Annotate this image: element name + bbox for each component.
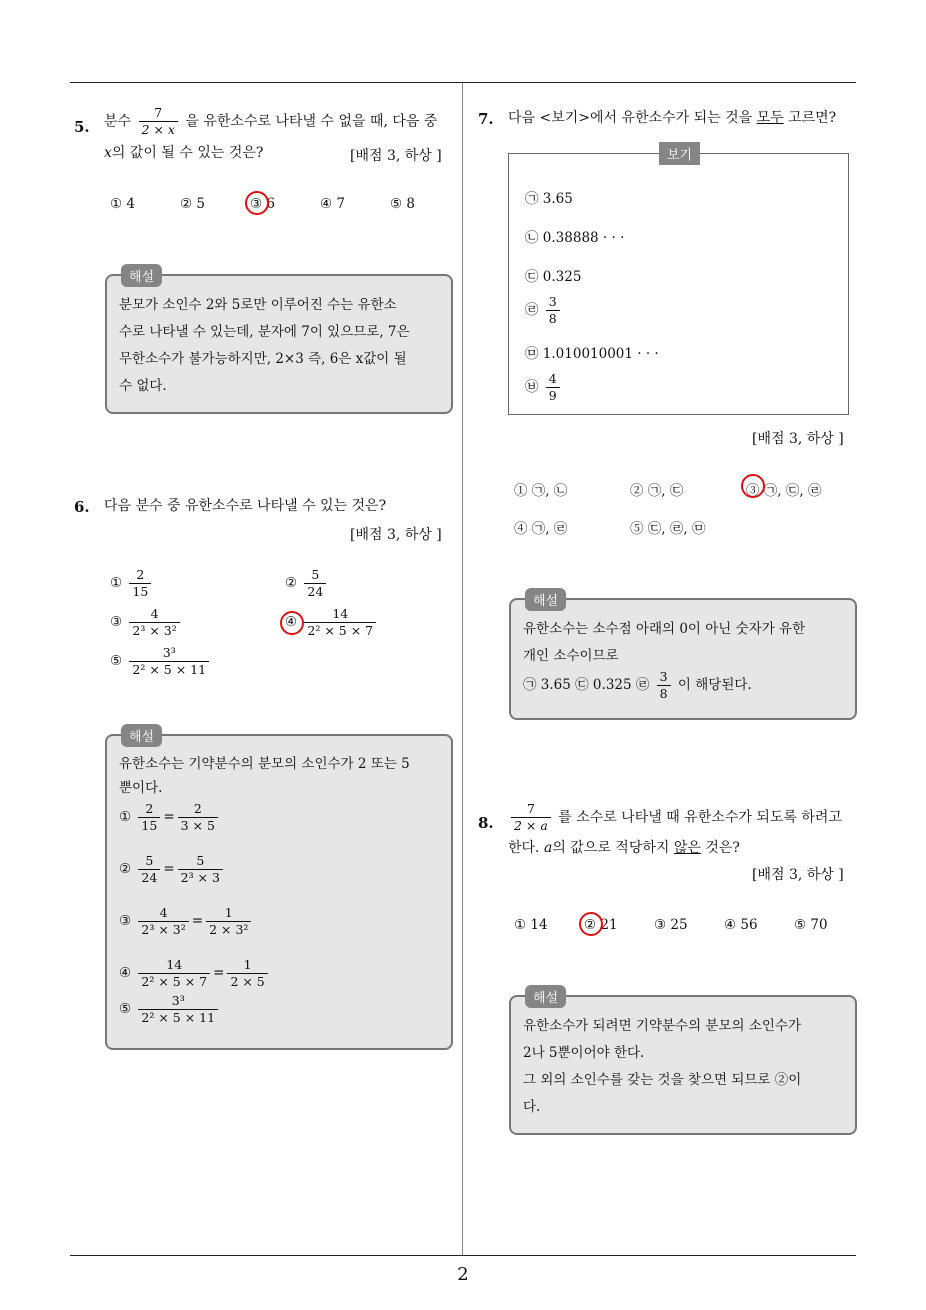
step-result-fraction [178, 802, 218, 833]
step-fraction [138, 906, 188, 937]
q7-option-5[interactable]: ⑤ ㉢, ㉣, ㉤ [630, 521, 706, 537]
q8-line2-mid: 의 값으로 적당하지 [552, 840, 670, 856]
q6-option-2-mark: ② [285, 575, 298, 591]
frac-den: 2³ × 3² [129, 622, 179, 638]
step-mark: ① [119, 809, 132, 825]
step-fraction [138, 854, 160, 885]
q6-solution-box [105, 730, 453, 1050]
q7-bogi-item-4 [525, 295, 563, 326]
q5-frac-num: 7 [154, 105, 163, 120]
frac-den: 2² × 5 × 7 [304, 622, 376, 638]
item-mark: ㉤ [525, 346, 539, 362]
q8-solution-line: 2나 5뿐이어야 한다. [523, 1045, 645, 1061]
q5-option-5[interactable]: ⑤ 8 [390, 196, 415, 212]
q7-solution-tag: 해설 [525, 588, 566, 611]
q8-solution-tag: 해설 [525, 985, 566, 1008]
frac-num: 2 [145, 801, 154, 816]
item-value: 3.65 [542, 191, 573, 207]
q6-solution-tag: 해설 [121, 724, 162, 747]
q6-step-3: ③ $\frac{4}{\text{2³ × 3²}}$ = $\frac{1}{\text{2 × 3²}}$ [119, 906, 441, 946]
q7-solution-last-pre: ㉠ 3.65 ㉢ 0.325 ㉣ [523, 677, 650, 693]
q8-solution-line: 그 외의 소인수를 갖는 것을 찾으면 되므로 ②이 [523, 1072, 802, 1088]
frac-den: 3 × 5 [178, 817, 218, 833]
q8-stem-line1 [508, 802, 842, 833]
item-fraction [546, 372, 560, 403]
q7-solution-last [523, 670, 845, 701]
q8-solution-body [523, 1013, 845, 1121]
q6-option-1-fraction [129, 568, 151, 599]
q6-solution-intro: 뿐이다. [119, 780, 163, 796]
q5-option-4[interactable]: ④ 7 [320, 196, 345, 212]
item-mark: ㉠ [525, 191, 539, 207]
frac-den: 15 [129, 583, 151, 599]
q7-stem [508, 108, 836, 128]
q7-option-1[interactable]: ① ㉠, ㉡ [514, 483, 568, 499]
step-result-fraction [206, 906, 251, 937]
frac-den: 2 × 5 [227, 973, 267, 989]
q6-option-4-mark: ④ [285, 614, 298, 630]
q5-score-meta: [배점 3, 하상 ] [350, 148, 442, 164]
frac-num: 3³ [171, 993, 185, 1008]
q7-solution-box [509, 594, 857, 720]
q5-solution-box [105, 270, 453, 414]
frac-num: 5 [145, 853, 154, 868]
q5-option-3[interactable]: ③ 6 [250, 196, 275, 212]
q5-solution-line: 수 없다. [119, 378, 167, 394]
q7-answer-circle [741, 474, 765, 498]
q7-text-underlined: 모두 [756, 110, 784, 126]
q8-answer-circle [579, 912, 603, 936]
q8-solution-line: 다. [523, 1099, 541, 1115]
q6-option-2[interactable] [285, 568, 329, 599]
q8-text-post: 를 소수로 나타낼 때 유한소수가 되도록 하려고 [558, 809, 842, 826]
frac-den: 24 [304, 583, 326, 599]
q5-solution-tag: 해설 [121, 264, 162, 287]
step-result-fraction [227, 958, 267, 989]
q7-solution-line: 개인 소수이므로 [523, 648, 619, 664]
q6-option-2-fraction [304, 568, 326, 599]
q8-fraction [511, 802, 551, 833]
q7-bogi-item-5 [525, 342, 659, 362]
q6-solution-intro: 유한소수는 기약분수의 분모의 소인수가 2 또는 5 [119, 756, 410, 772]
frac-den: 2³ × 3² [138, 921, 188, 937]
q5-stem-line1 [104, 106, 437, 137]
q5-var: x [104, 145, 112, 161]
step-fraction [138, 958, 210, 989]
q6-solution-body [119, 752, 441, 1030]
q7-solution-fraction [657, 670, 671, 701]
frac-den: 2² × 5 × 7 [138, 973, 210, 989]
q8-var: a [543, 840, 553, 856]
q6-score-meta: [배점 3, 하상 ] [350, 527, 442, 543]
q5-answer-circle [245, 191, 269, 215]
step-mark: ④ [119, 965, 132, 981]
item-value: 0.38888 · · · [542, 230, 625, 246]
item-mark: ㉥ [525, 379, 539, 395]
q6-option-5-mark: ⑤ [110, 653, 123, 669]
column-divider [462, 83, 463, 1255]
q7-option-2[interactable]: ② ㉠, ㉢ [630, 483, 684, 499]
step-result-fraction [178, 854, 223, 885]
item-value: 0.325 [542, 269, 582, 285]
q6-option-1-mark: ① [110, 575, 123, 591]
q8-line2-underlined: 않은 [673, 840, 701, 856]
frac-num: 2 [193, 801, 202, 816]
frac-den: 2³ × 3 [178, 869, 223, 885]
q7-bogi-box [508, 148, 849, 415]
step-mark: ⑤ [119, 1001, 132, 1017]
frac-num: 4 [150, 606, 159, 621]
item-mark: ㉢ [525, 269, 539, 285]
q6-step-5 [119, 994, 441, 1030]
q8-frac-num: 7 [526, 801, 535, 816]
q8-frac-den: 2 × a [511, 817, 551, 833]
frac-den: 15 [138, 817, 160, 833]
q8-option-5[interactable]: ⑤ 70 [794, 917, 828, 933]
page-number: 2 [457, 1264, 469, 1285]
frac-num: 14 [332, 606, 349, 621]
item-fraction [546, 295, 560, 326]
frac-num: 3³ [162, 645, 176, 660]
q5-option-1[interactable]: ① 4 [110, 196, 135, 212]
step-mark: ③ [119, 913, 132, 929]
q7-option-4[interactable]: ④ ㉠, ㉣ [514, 521, 568, 537]
q8-option-4[interactable]: ④ 56 [724, 917, 758, 933]
q7-solution-line: 유한소수는 소수점 아래의 0이 아닌 숫자가 유한 [523, 621, 806, 637]
bottom-rule [70, 1255, 856, 1256]
q5-text-pre: 분수 [104, 113, 132, 130]
q5-frac-den: 2 × x [139, 121, 178, 137]
frac-num: 3 [659, 669, 668, 684]
frac-den: 24 [138, 869, 160, 885]
frac-den: 8 [546, 310, 560, 326]
q6-option-4-fraction [304, 607, 376, 638]
q7-bogi-item-3 [525, 265, 581, 285]
q7-solution-last-post: 이 해당된다. [677, 677, 752, 693]
q5-solution-line: 무한소수가 불가능하지만, 2×3 즉, 6은 x값이 될 [119, 351, 407, 367]
q6-step-2: ② $\frac{5}{24}$ = $\frac{5}{\text{2³ × 3}}$ [119, 854, 441, 894]
q7-bogi-item-1 [525, 187, 573, 207]
q5-stem-line2 [104, 143, 263, 163]
frac-num: 3 [548, 294, 557, 309]
q6-stem: 다음 분수 중 유한소수로 나타낼 수 있는 것은? [104, 498, 387, 514]
q8-option-2[interactable]: ② 21 [584, 917, 618, 933]
q5-fraction [139, 106, 178, 137]
q7-solution-body [523, 616, 845, 701]
q7-text-pre: 다음 <보기>에서 유한소수가 되는 것을 [508, 110, 753, 126]
q6-answer-circle [280, 611, 304, 635]
frac-num: 4 [548, 371, 557, 386]
frac-den: 8 [657, 685, 671, 701]
q7-option-3[interactable]: ③ ㉠, ㉢, ㉣ [746, 483, 822, 499]
q7-score-meta: [배점 3, 하상 ] [752, 431, 844, 447]
frac-den: 9 [546, 387, 560, 403]
q6-step-1: ① $\frac{2}{15}$ = $\frac{2}{3 \times 5}$ [119, 802, 441, 842]
step-mark: ② [119, 861, 132, 877]
q8-line2-post: 것은? [705, 840, 740, 856]
q5-number: 5. [74, 118, 90, 136]
frac-num: 5 [311, 567, 320, 582]
q8-score-meta: [배점 3, 하상 ] [752, 867, 844, 883]
q5-option-2[interactable]: ② 5 [180, 196, 205, 212]
q5-text-post: 을 유한소수로 나타낼 수 없을 때, 다음 중 [185, 113, 438, 130]
step-fraction [138, 994, 218, 1025]
q8-line2-pre: 한다. [508, 840, 540, 856]
q6-option-3-mark: ③ [110, 614, 123, 630]
q6-option-1[interactable] [110, 568, 154, 599]
frac-num: 14 [166, 957, 183, 972]
q5-line2: 의 값이 될 수 있는 것은? [111, 145, 264, 161]
q6-option-3-fraction [129, 607, 179, 638]
q8-solution-box [509, 991, 857, 1135]
q8-stem-line2 [508, 838, 740, 858]
q8-option-3[interactable]: ③ 25 [654, 917, 688, 933]
frac-den: 2 × 3² [206, 921, 251, 937]
frac-num: 1 [224, 905, 233, 920]
q5-solution-line: 분모가 소인수 2와 5로만 이루어진 수는 유한소 [119, 297, 397, 313]
q6-option-5[interactable] [110, 646, 212, 677]
item-value: 1.010010001 · · · [542, 346, 659, 362]
frac-den: 2² × 5 × 11 [138, 1009, 218, 1025]
item-mark: ㉡ [525, 230, 539, 246]
frac-num: 2 [136, 567, 145, 582]
q6-option-3[interactable] [110, 607, 183, 638]
q6-number: 6. [74, 498, 90, 516]
q7-bogi-tag: 보기 [659, 142, 700, 165]
frac-num: 5 [196, 853, 205, 868]
item-mark: ㉣ [525, 302, 539, 318]
q8-number: 8. [478, 814, 494, 832]
q6-option-5-fraction [129, 646, 209, 677]
q7-number: 7. [478, 110, 494, 128]
frac-den: 2² × 5 × 11 [129, 661, 209, 677]
q5-solution-line: 수로 나타낼 수 있는데, 분자에 7이 있으므로, 7은 [119, 324, 410, 340]
q7-text-post: 고르면? [788, 110, 837, 126]
frac-num: 1 [243, 957, 252, 972]
top-rule [70, 82, 856, 83]
step-fraction [138, 802, 160, 833]
q8-option-1[interactable]: ① 14 [514, 917, 548, 933]
q5-solution-body [119, 292, 441, 400]
q7-bogi-item-2 [525, 226, 624, 246]
q6-step-4: ④ $\frac{14}{\text{2² × 5 × 7}}$ = $\frac{1}{2 \times 5}$ [119, 958, 441, 994]
frac-num: 4 [159, 905, 168, 920]
q8-solution-line: 유한소수가 되려면 기약분수의 분모의 소인수가 [523, 1018, 801, 1034]
q7-bogi-item-6 [525, 372, 563, 403]
